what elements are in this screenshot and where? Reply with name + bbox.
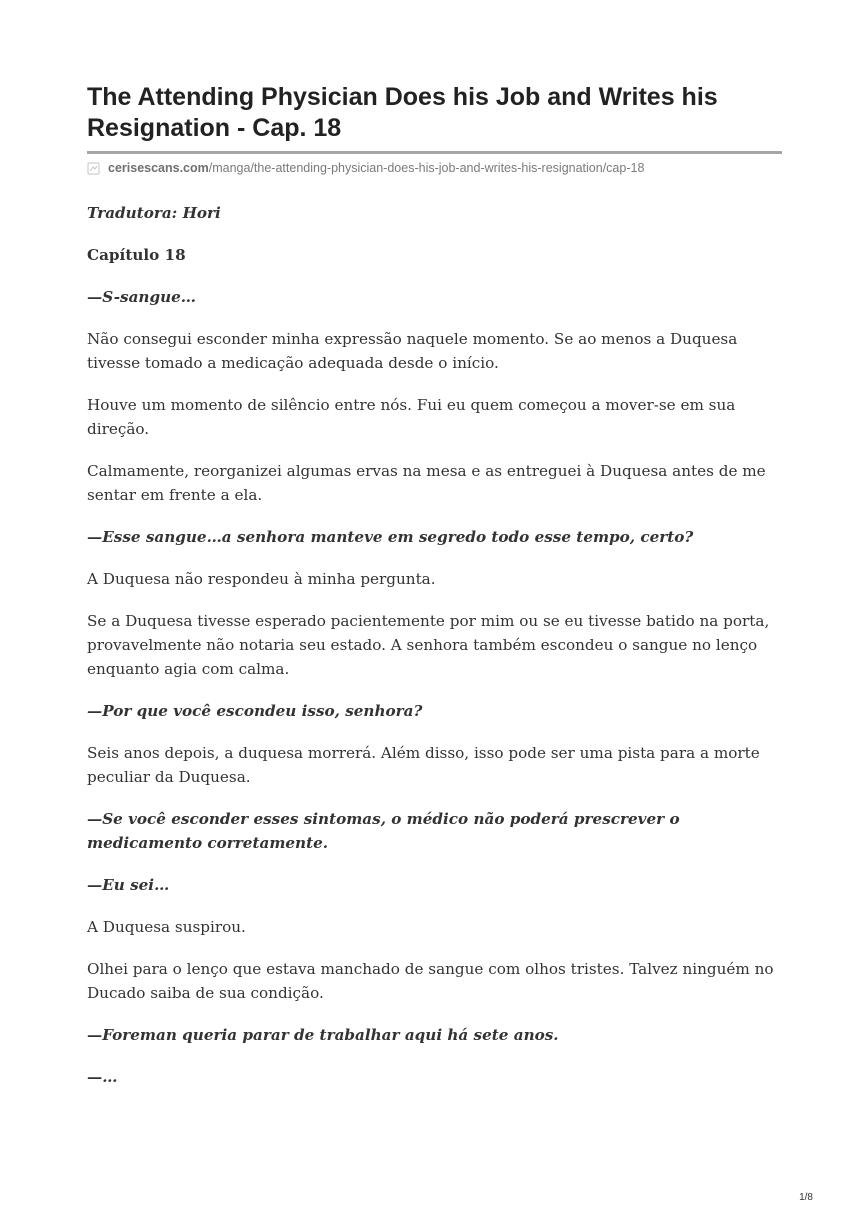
dialogue-line: —Por que você escondeu isso, senhora?	[87, 702, 423, 720]
dialogue-line: —Esse sangue…a senhora manteve em segredo todo esse tempo, certo?	[87, 528, 694, 546]
narration-paragraph: A Duquesa suspirou.	[87, 918, 246, 936]
url-path: /manga/the-attending-physician-does-his-job-and-writes-his-resignation/cap-18	[208, 161, 645, 175]
dialogue-line: —…	[87, 1068, 118, 1086]
page-title: The Attending Physician Does his Job and Writes his Resignation - Cap. 18	[87, 83, 718, 142]
dialogue-line: —S-sangue…	[87, 288, 196, 306]
page-number: 1/8	[799, 1192, 813, 1203]
narration-paragraph: Calmamente, reorganizei algumas ervas na mesa e as entreguei à Duquesa antes de me sentar em frente a ela.	[87, 462, 766, 504]
chapter-heading: Capítulo 18	[87, 246, 186, 264]
narration-paragraph: Houve um momento de silêncio entre nós. Fui eu quem começou a mover-se em sua direção.	[87, 396, 736, 438]
translator-credit: Tradutora: Hori	[87, 204, 221, 222]
dialogue-line: —Se você esconder esses sintomas, o médico não poderá prescrever o medicamento corretamente.	[87, 810, 680, 852]
dialogue-line: —Eu sei…	[87, 876, 170, 894]
narration-paragraph: Não consegui esconder minha expressão naquele momento. Se ao menos a Duquesa tivesse tomado a medicação adequada desde o início.	[87, 330, 738, 372]
source-url[interactable]	[87, 160, 644, 176]
article-body	[87, 201, 782, 1107]
url-domain: cerisescans.com	[108, 161, 209, 175]
narration-paragraph: Se a Duquesa tivesse esperado pacientemente por mim ou se eu tivesse batido na porta, provavelmente não notaria seu estado. A senhora também escondeu o sangue no lenço enquanto agia com calma.	[87, 612, 770, 678]
title-divider	[87, 151, 782, 154]
narration-paragraph: Olhei para o lenço que estava manchado de sangue com olhos tristes. Talvez ninguém no Ducado saiba de sua condição.	[87, 960, 774, 1002]
site-favicon-icon	[87, 162, 100, 175]
narration-paragraph: A Duquesa não respondeu à minha pergunta.	[87, 570, 436, 588]
dialogue-line: —Foreman queria parar de trabalhar aqui há sete anos.	[87, 1026, 559, 1044]
narration-paragraph: Seis anos depois, a duquesa morrerá. Além disso, isso pode ser uma pista para a morte peculiar da Duquesa.	[87, 744, 760, 786]
